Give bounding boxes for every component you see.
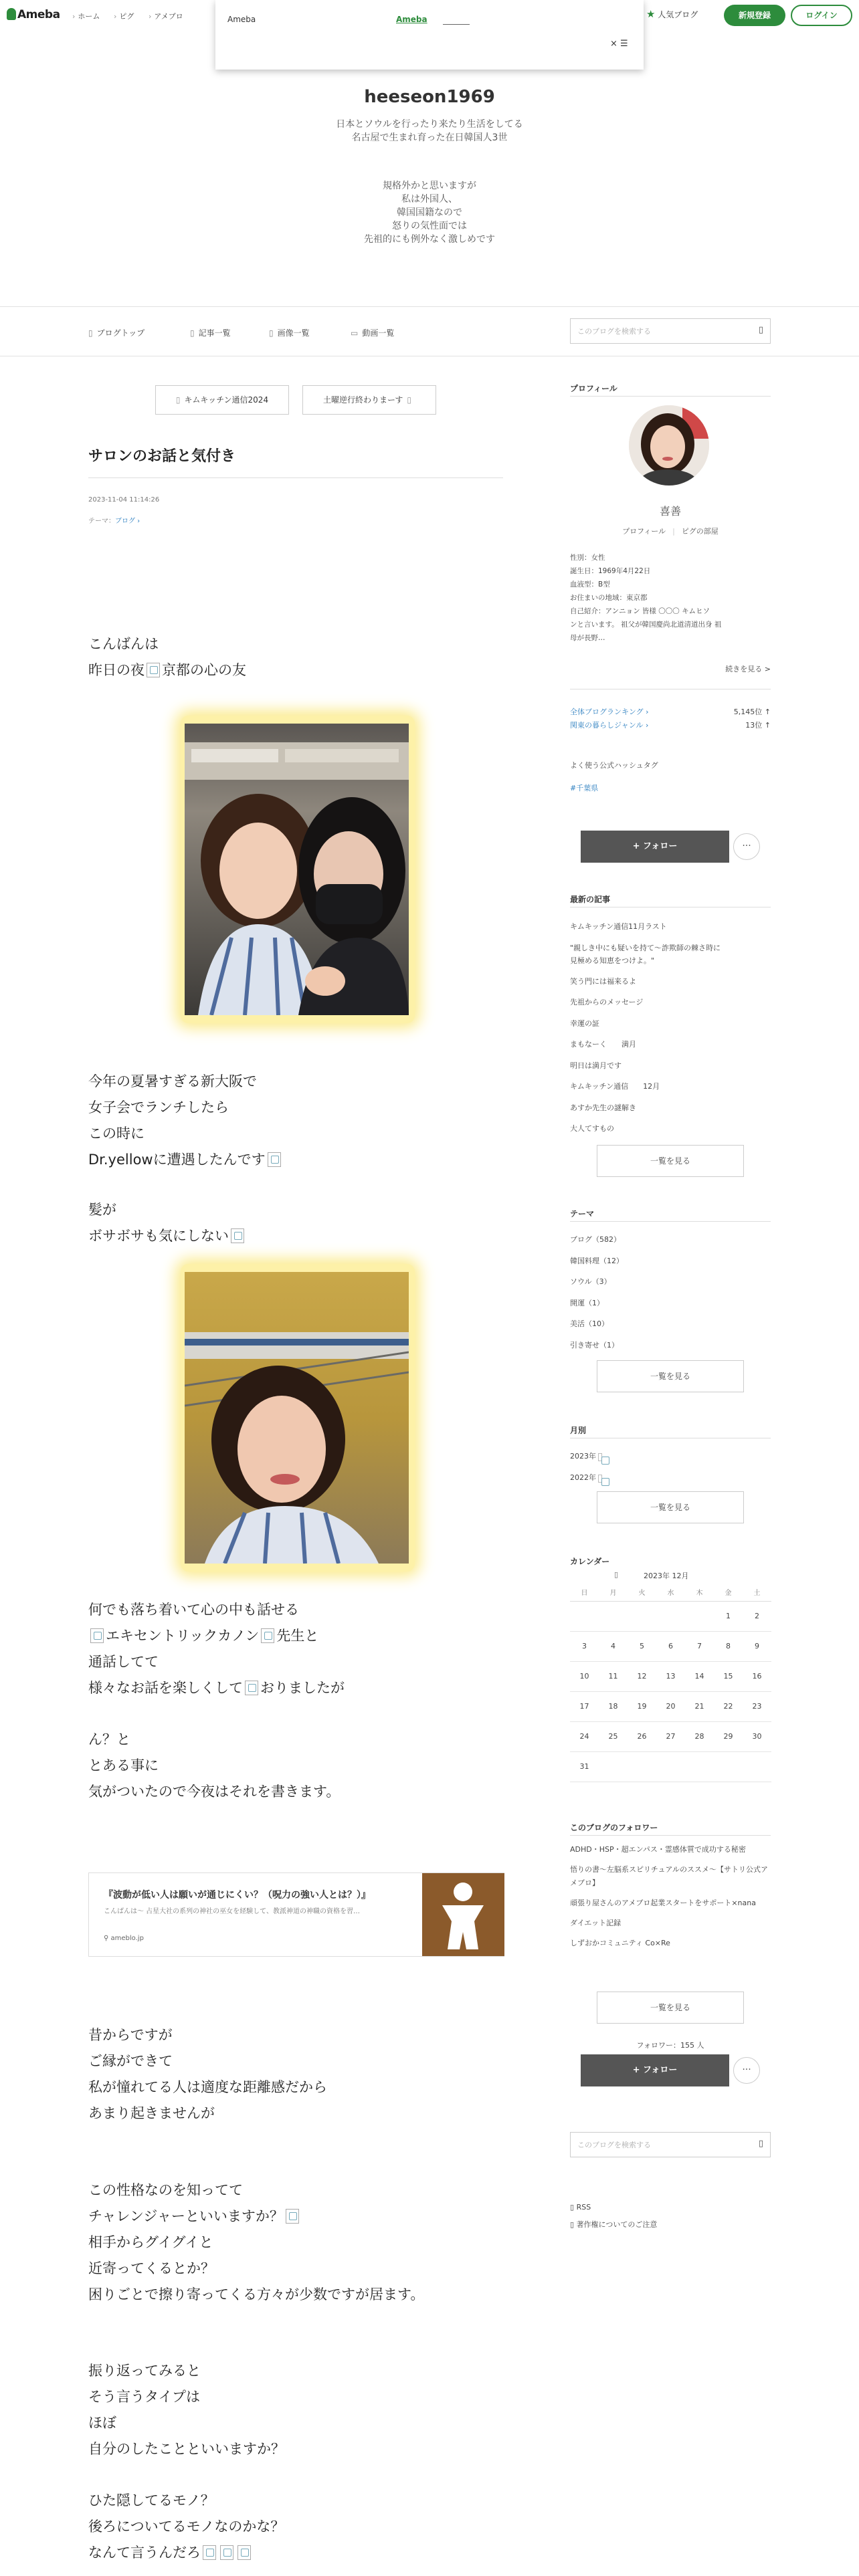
text-line: 相手からグイグイと — [88, 2234, 213, 2250]
theme-label: テーマ： — [88, 518, 115, 525]
calendar-day[interactable]: 21 — [685, 1691, 714, 1721]
follow-button[interactable]: + フォロー — [581, 831, 729, 863]
emoji-image — [261, 1628, 274, 1643]
calendar-week-row — [570, 1631, 771, 1661]
more-options-button[interactable]: ··· — [733, 833, 760, 860]
rss-label: RSS — [576, 2203, 591, 2212]
text-line: 振り返ってみると — [88, 2363, 201, 2379]
nav-article-list[interactable] — [190, 327, 231, 338]
calendar-weekday: 火 — [628, 1584, 656, 1601]
emoji-image — [220, 2545, 233, 2560]
calendar-day[interactable]: 17 — [570, 1691, 599, 1721]
text-line — [88, 1223, 246, 1249]
profile-info-line: 性別：女性 — [570, 554, 605, 562]
overlay-popup — [215, 0, 644, 70]
calendar-day — [714, 1751, 743, 1782]
ranking-label: 全体ブログランキング — [570, 708, 644, 716]
text-span: 京都の心の友 — [162, 662, 246, 678]
blog-search-input[interactable] — [570, 318, 771, 344]
text-line: この性格なのを知ってて — [88, 2182, 243, 2198]
calendar-day[interactable]: 27 — [656, 1721, 685, 1751]
nav-blog-top[interactable] — [88, 327, 145, 338]
recent-list-button[interactable]: 一覧を見る — [597, 1145, 744, 1177]
home-icon: ▯ — [88, 328, 93, 338]
text-line: ん？と — [88, 1731, 130, 1747]
ranking-value: 5,145位 — [733, 708, 763, 716]
next-article-link[interactable] — [302, 385, 436, 415]
hashtag-heading: よく使う公式ハッシュタグ — [570, 761, 658, 770]
copyright-label: 著作権についてのご注意 — [576, 2220, 658, 2229]
calendar-day[interactable]: 22 — [714, 1691, 743, 1721]
article-paragraph-9 — [88, 2488, 284, 2566]
followee-list-button[interactable]: 一覧を見る — [597, 1992, 744, 2024]
link-icon: ⚲ — [104, 1935, 111, 1942]
calendar-weekday: 月 — [599, 1584, 628, 1601]
text-span: Dr.yellowに遭遇したんです — [88, 1152, 266, 1168]
calendar-day[interactable]: 3 — [570, 1631, 599, 1661]
ranking-genre-value: 13位 ↑ — [745, 721, 771, 730]
calendar-day — [628, 1601, 656, 1631]
emoji-image — [286, 2209, 299, 2224]
profile-info-line: 自己紹介：アンニョン 皆様 〇〇〇 キムヒソ — [570, 607, 710, 615]
selfie-photo-2[interactable] — [185, 1272, 409, 1564]
nav-image-list[interactable] — [269, 327, 310, 338]
calendar-table — [570, 1584, 771, 1782]
text-line: ご縁ができて — [88, 2053, 173, 2069]
calendar-day[interactable]: 11 — [599, 1661, 628, 1691]
theme-item[interactable]: ソウル（3） — [570, 1277, 611, 1286]
calendar-day — [656, 1751, 685, 1782]
text-line — [88, 2204, 424, 2230]
calendar-week-row — [570, 1721, 771, 1751]
text-line: 気がついたので今夜はそれを書きます。 — [88, 1784, 341, 1800]
text-line: あまり起きませんが — [88, 2105, 215, 2121]
popup-close-button[interactable]: × ☰ — [610, 39, 628, 49]
emoji-image — [245, 1681, 258, 1695]
theme-item[interactable]: 韓国料理（12） — [570, 1256, 624, 1265]
popup-label: Ameba — [227, 15, 256, 24]
calendar-prev-button[interactable]: ▯ — [614, 1570, 619, 1579]
text-line: 昔からですが — [88, 2027, 173, 2043]
calendar-weekday: 日 — [570, 1584, 599, 1601]
popup-underline — [443, 24, 470, 25]
recent-item-line: "親しき中にも疑いを持て〜詐欺師の棘さ時に — [570, 943, 721, 952]
text-line: 私が憧れてる人は適度な距離感だから — [88, 2079, 327, 2095]
text-line: 今年の夏暑すぎる新大阪で — [88, 1073, 257, 1089]
calendar-day — [743, 1751, 771, 1782]
desc-line: 私は外国人、 — [401, 194, 458, 205]
month-item[interactable] — [570, 1467, 604, 1489]
link-card-description: こんばんは〜 占星大社の系列の神社の巫女を経験して、教派神道の神職の資格を習… — [104, 1908, 360, 1915]
emoji-image — [147, 663, 160, 677]
nav-video-list[interactable] — [351, 327, 394, 338]
month-marker — [598, 1475, 602, 1483]
link-card-url — [104, 1935, 144, 1942]
theme-item[interactable]: ブログ（582） — [570, 1235, 621, 1244]
followee-item[interactable]: 悟りの書〜左脳系スピリチュアルのススメ〜【サトリ公式アメブロ】 — [570, 1865, 769, 1887]
calendar-day[interactable]: 31 — [570, 1751, 599, 1782]
calendar-day[interactable]: 10 — [570, 1661, 599, 1691]
calendar-day[interactable]: 12 — [628, 1661, 656, 1691]
chevron-right-icon: ▯ — [407, 395, 411, 405]
calendar-day — [656, 1601, 685, 1631]
text-line: こんばんは — [88, 636, 159, 652]
calendar-day[interactable]: 1 — [714, 1601, 743, 1631]
followee-item[interactable]: 頑張り屋さんのアメブロ起業スタートをサポート×nana — [570, 1899, 756, 1907]
profile-info-line: 母が長野… — [570, 634, 605, 642]
calendar-day[interactable]: 18 — [599, 1691, 628, 1721]
profile-name[interactable]: 喜善 — [659, 505, 681, 518]
theme-list — [570, 1229, 624, 1356]
text-line — [88, 1675, 345, 1701]
list-icon: ▯ — [190, 328, 195, 338]
calendar-day[interactable]: 28 — [685, 1721, 714, 1751]
recent-item[interactable]: 先祖からのメッセージ — [570, 998, 644, 1006]
copyright-link[interactable] — [570, 2219, 657, 2230]
followee-item[interactable]: しずおかコミュニティ Co×Re — [570, 1939, 670, 1947]
text-line: そう言うタイプは — [88, 2389, 200, 2405]
ranking-value: 13位 — [745, 721, 763, 730]
calendar-day[interactable]: 30 — [743, 1721, 771, 1751]
text-line: 後ろについてるモノなのかな？ — [88, 2518, 285, 2535]
text-line: 女子会でランチしたら — [88, 1099, 229, 1115]
calendar-day[interactable]: 4 — [599, 1631, 628, 1661]
popular-blog-link[interactable] — [646, 8, 698, 20]
nav-label: 画像一覧 — [277, 328, 310, 338]
calendar-day — [685, 1601, 714, 1631]
recent-item[interactable]: キムキッチン通信11月ラスト — [570, 922, 667, 931]
recent-item[interactable] — [570, 938, 721, 971]
profile-info-line: 誕生日：1969年4月22日 — [570, 567, 651, 575]
emoji-image — [231, 1228, 244, 1243]
profile-link[interactable]: プロフィール — [622, 527, 666, 536]
profile-more-link[interactable]: 続きを見る > — [725, 665, 771, 673]
topnav-home[interactable]: › ホーム — [72, 11, 100, 21]
text-span: 様々なお話を楽しくして — [88, 1680, 243, 1696]
month-marker — [598, 1453, 602, 1461]
emoji-image — [90, 1628, 104, 1643]
calendar-week-row — [570, 1661, 771, 1691]
recent-item[interactable]: 笑う門には福来るよ — [570, 976, 636, 986]
title-separator — [88, 477, 503, 478]
recent-item[interactable]: あすか先生の謎解き — [570, 1103, 636, 1112]
text-span: 先生と — [276, 1628, 319, 1644]
theme-item[interactable]: 美活（10） — [570, 1319, 609, 1328]
search-placeholder: このブログを検索する — [577, 2141, 651, 2149]
calendar-day[interactable]: 15 — [714, 1661, 743, 1691]
ameba-logo-icon — [7, 8, 16, 20]
calendar-day[interactable]: 23 — [743, 1691, 771, 1721]
text-line: とある事に — [88, 1757, 159, 1774]
star-icon: ★ — [646, 8, 656, 20]
profile-info — [570, 551, 721, 645]
search-placeholder: このブログを検索する — [577, 327, 651, 336]
calendar-weekday: 金 — [714, 1584, 743, 1601]
calendar-day[interactable]: 19 — [628, 1691, 656, 1721]
person-figure-icon — [422, 1873, 504, 1956]
calendar-day[interactable]: 2 — [743, 1601, 771, 1631]
text-line — [88, 1623, 345, 1649]
blog-description-2 — [0, 179, 859, 246]
followee-list — [570, 1843, 771, 1957]
register-button[interactable]: 新規登録 — [724, 5, 785, 26]
calendar-weekday-row — [570, 1584, 771, 1601]
chevron-left-icon: ▯ — [175, 395, 181, 405]
recent-item[interactable]: 大人てすもの — [570, 1124, 614, 1133]
recent-item[interactable]: まもなーく 満月 — [570, 1040, 636, 1049]
follow-button-bottom[interactable]: + フォロー — [581, 2054, 729, 2086]
monthly-list — [570, 1446, 604, 1488]
monthly-list-button[interactable]: 一覧を見る — [597, 1491, 744, 1523]
text-line: 何でも落ち着いて心の中も話せる — [88, 1602, 299, 1618]
profile-info-line: 血液型：B型 — [570, 580, 610, 588]
text-span: ボサボサも気にしない — [88, 1228, 229, 1244]
ameba-logo[interactable] — [7, 8, 60, 21]
ranking-genre-link[interactable]: 関東の暮らしジャンル › — [570, 721, 649, 730]
article-paragraph-8 — [88, 2358, 285, 2462]
text-line: 近寄ってくるとか？ — [88, 2260, 215, 2276]
article-paragraph-1 — [88, 631, 246, 683]
calendar-day[interactable]: 26 — [628, 1721, 656, 1751]
calendar-day[interactable]: 16 — [743, 1661, 771, 1691]
popup-ameba-link[interactable]: Ameba — [396, 15, 427, 24]
logo-text: Ameba — [17, 8, 60, 21]
text-line — [88, 657, 246, 683]
emoji-image — [237, 2545, 251, 2560]
divider — [570, 1835, 771, 1836]
nav-label: ブログトップ — [96, 328, 145, 338]
month-item[interactable] — [570, 1446, 604, 1467]
theme-item[interactable]: 引き寄せ（1） — [570, 1340, 619, 1350]
text-span: チャレンジャーといいますか？ — [88, 2208, 284, 2224]
divider — [570, 396, 771, 397]
rss-link[interactable] — [570, 2203, 591, 2212]
calendar-day — [599, 1751, 628, 1782]
recent-item-line: 見極める知恵をつけよ。" — [570, 956, 655, 965]
calendar-day[interactable]: 6 — [656, 1631, 685, 1661]
text-line: 自分のしたことといいますか？ — [88, 2441, 285, 2457]
article-paragraph-6 — [88, 2022, 327, 2127]
link-card-title: 『波動が低い人は願いが通じにくい？（呪力の強い人とは？）』 — [104, 1890, 371, 1901]
calendar-day — [570, 1601, 599, 1631]
profile-info-line: ンと言います。 祖父が韓国慶尚北道清道出身 祖 — [570, 621, 722, 629]
login-button[interactable]: ログイン — [791, 5, 852, 26]
monthly-heading: 月別 — [570, 1426, 587, 1435]
video-icon: ▭ — [351, 328, 359, 338]
recent-item[interactable]: 明日は満月です — [570, 1061, 622, 1070]
popular-blog-label: 人気ブログ — [658, 10, 698, 19]
followee-item[interactable]: ダイエット記録 — [570, 1919, 622, 1927]
calendar-weekday: 木 — [685, 1584, 714, 1601]
calendar-week-row — [570, 1751, 771, 1782]
embedded-link-card[interactable] — [88, 1872, 504, 1957]
text-span: なんて言うんだろ — [88, 2545, 201, 2561]
calendar-day[interactable]: 29 — [714, 1721, 743, 1751]
text-line: 困りごとで擦り寄ってくる方々が少数ですが居ます。 — [88, 2286, 425, 2302]
follower-count: フォロワー：155 人 — [636, 2041, 704, 2050]
profile-links: プロフィール | ピグの部屋 — [622, 527, 719, 536]
hashtag-link[interactable]: #千葉県 — [570, 784, 599, 792]
text-span: エキセントリックカノン — [106, 1628, 260, 1644]
desc-line: 日本とソウルを行ったり来たり生活をしてる — [336, 119, 523, 130]
text-line: 髪が — [88, 1202, 116, 1218]
calendar-day — [628, 1751, 656, 1782]
calendar-day[interactable]: 7 — [685, 1631, 714, 1661]
text-line: この時に — [88, 1125, 145, 1142]
recent-item[interactable]: キムキッチン通信 12月 — [570, 1082, 660, 1091]
month-label: 2023年 — [570, 1452, 596, 1461]
calendar-day[interactable]: 9 — [743, 1631, 771, 1661]
text-line: ほぼ — [88, 2415, 116, 2431]
ranking-label: 関東の暮らしジャンル — [570, 721, 644, 730]
more-options-button-bottom[interactable]: ··· — [733, 2057, 760, 2084]
text-span: おりましたが — [260, 1680, 345, 1696]
prev-article-link[interactable] — [155, 385, 289, 415]
theme-item[interactable]: 開運（1） — [570, 1298, 604, 1307]
avatar-image — [629, 405, 709, 486]
link-card-thumbnail — [422, 1873, 504, 1956]
next-article-label: 土曜逆行終わりまーす — [322, 395, 403, 405]
theme-link[interactable]: ブログ — [115, 518, 135, 525]
text-line — [88, 2540, 284, 2566]
theme-list-button[interactable]: 一覧を見る — [597, 1360, 744, 1392]
blog-description-1 — [0, 118, 859, 144]
calendar-day[interactable]: 25 — [599, 1721, 628, 1751]
article-theme: テーマ：ブログ › — [88, 518, 140, 525]
desc-line: 怒りの気性面では — [392, 221, 467, 231]
pig-room-link[interactable]: ピグの部屋 — [681, 527, 719, 536]
article-paragraph-2 — [88, 1069, 283, 1173]
selfie-photo-2-image — [185, 1272, 409, 1564]
text-span: 昨日の夜 — [88, 662, 145, 678]
emoji-image — [268, 1152, 281, 1167]
followee-item[interactable]: ADHD・HSP・超エンパス・霊感体質で成功する秘密 — [570, 1845, 746, 1854]
link-card-url-text: ameblo.jp — [110, 1935, 144, 1942]
rss-icon: ▯ — [570, 2203, 577, 2212]
selfie-photo-1-image — [185, 724, 409, 1015]
prev-article-label: キムキッチン通信2024 — [184, 395, 269, 405]
blog-title[interactable]: heeseon1969 — [364, 87, 495, 107]
desc-line: 規格外かと思いますが — [383, 181, 476, 191]
topnav-pig[interactable]: › ピグ — [114, 11, 134, 21]
divider — [570, 1221, 771, 1222]
month-label: 2022年 — [570, 1473, 596, 1482]
calendar-day[interactable]: 8 — [714, 1631, 743, 1661]
nav-label: 動画一覧 — [362, 328, 395, 338]
calendar-day — [599, 1601, 628, 1631]
emoji-image — [203, 2545, 216, 2560]
calendar-weekday: 水 — [656, 1584, 685, 1601]
image-icon: ▯ — [269, 328, 274, 338]
calendar-day[interactable]: 5 — [628, 1631, 656, 1661]
recent-list — [570, 916, 721, 1140]
selfie-photo-1[interactable] — [185, 724, 409, 1015]
article-paragraph-3 — [88, 1197, 246, 1249]
calendar-title: 2023年 12月 — [644, 1572, 689, 1580]
desc-line: 韓国国籍なので — [397, 207, 462, 218]
search-icon[interactable]: ▯ — [758, 2139, 763, 2149]
article-date: 2023-11-04 11:14:26 — [88, 496, 160, 504]
avatar[interactable] — [629, 405, 709, 486]
recent-heading: 最新の記事 — [570, 895, 611, 904]
text-line: 通話してて — [88, 1654, 159, 1670]
profile-heading: プロフィール — [570, 384, 617, 393]
sidebar-search-input[interactable] — [570, 2132, 771, 2157]
calendar-day[interactable]: 20 — [656, 1691, 685, 1721]
article-paragraph-4 — [88, 1597, 345, 1701]
calendar-day[interactable]: 14 — [685, 1661, 714, 1691]
ranking-overall-link[interactable]: 全体ブログランキング › — [570, 708, 649, 716]
calendar-weekday: 土 — [743, 1584, 771, 1601]
article-paragraph-5 — [88, 1727, 340, 1805]
calendar-day[interactable]: 24 — [570, 1721, 599, 1751]
desc-line: 先祖的にも例外なく激しめです — [364, 234, 495, 245]
calendar-day[interactable]: 13 — [656, 1661, 685, 1691]
article-paragraph-7 — [88, 2177, 424, 2308]
topnav-ameblo[interactable]: › アメブロ — [149, 11, 183, 21]
text-line: ひた隠してるモノ？ — [88, 2492, 215, 2508]
nav-label: 記事一覧 — [198, 328, 231, 338]
info-icon: ▯ — [570, 2220, 577, 2229]
calendar-week-row — [570, 1601, 771, 1631]
calendar-heading: カレンダー — [570, 1557, 610, 1566]
profile-info-line: お住まいの地域：東京都 — [570, 594, 648, 602]
ranking-overall-value: 5,145位 ↑ — [733, 708, 771, 716]
text-line — [88, 1147, 283, 1173]
followee-heading: このブログのフォロワー — [570, 1823, 658, 1832]
recent-item[interactable]: 幸運の証 — [570, 1018, 599, 1028]
calendar-day — [685, 1751, 714, 1782]
calendar-week-row — [570, 1691, 771, 1721]
divider — [0, 306, 859, 307]
article-title[interactable]: サロンのお話と気付き — [88, 448, 236, 465]
search-icon[interactable]: ▯ — [758, 325, 763, 335]
desc-line: 名古屋で生まれ育った在日韓国人3世 — [351, 132, 508, 143]
theme-heading: テーマ — [570, 1209, 595, 1218]
